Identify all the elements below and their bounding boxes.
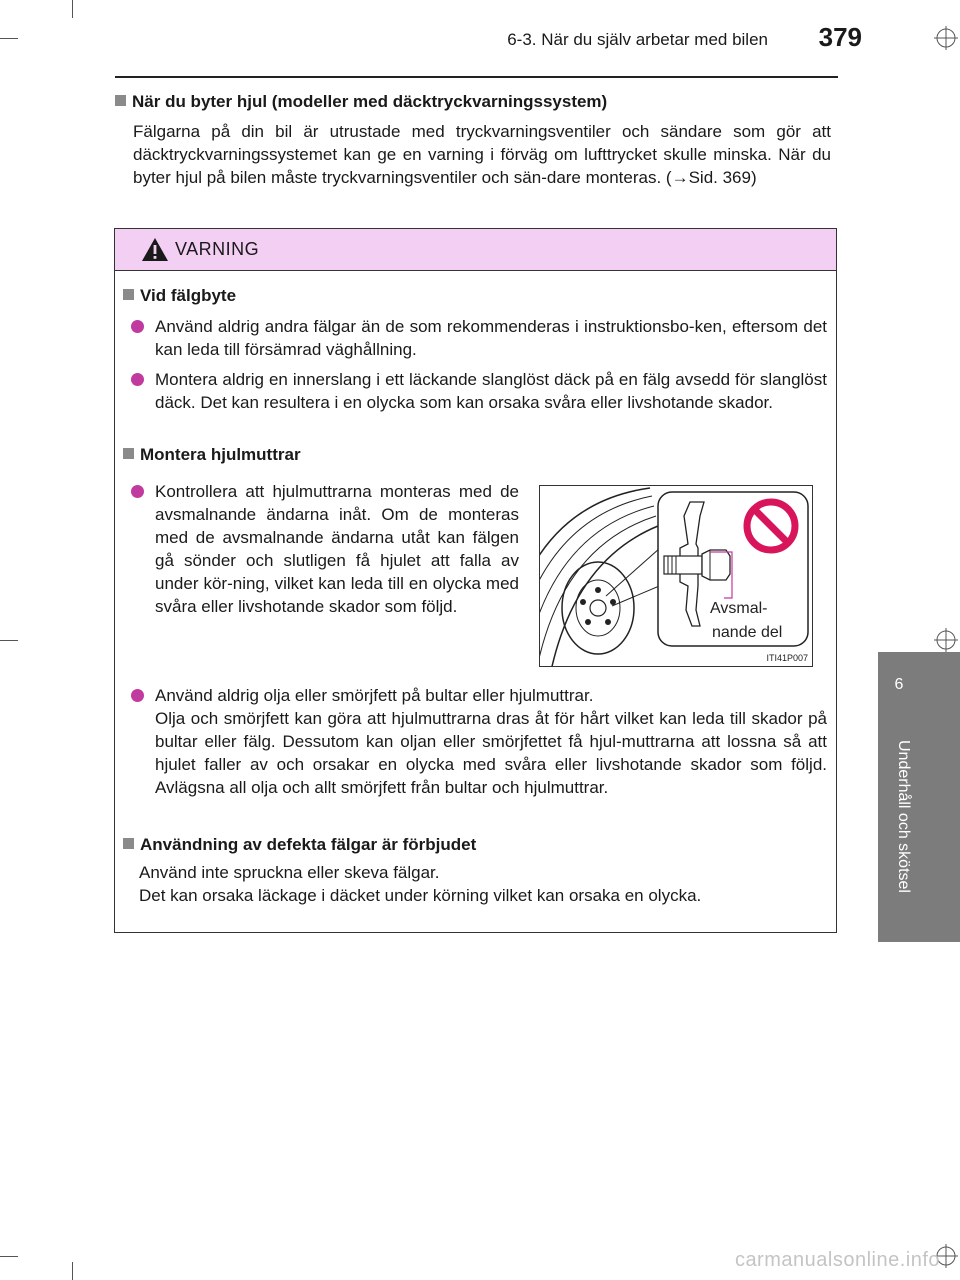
bullet-dot-icon: [131, 320, 144, 333]
crop-mark: [0, 38, 18, 39]
figure-label: nande del: [712, 624, 783, 641]
warning-triangle-icon: [141, 237, 169, 267]
intro-section: [115, 91, 831, 189]
registration-mark-icon: [934, 26, 958, 50]
square-bullet-icon: [123, 838, 134, 849]
bullet-item: [131, 684, 827, 799]
section-heading-text: Montera hjulmuttrar: [140, 445, 301, 464]
square-bullet-icon: [123, 289, 134, 300]
figure-code: ITI41P007: [766, 653, 808, 663]
bullet-item: [131, 368, 827, 414]
figure-label: Avsmal-: [710, 600, 768, 617]
square-bullet-icon: [115, 95, 126, 106]
section-heading: [123, 445, 301, 465]
intro-heading: [115, 91, 831, 113]
crop-mark: [0, 1256, 18, 1257]
warning-title: VARNING: [175, 239, 260, 259]
bullet-text: Använd aldrig andra fälgar än de som rekommenderas i instruktionsbo-ken, eftersom det kan leda till försämrad väghållning.: [155, 317, 827, 359]
bullet-text: Använd aldrig olja eller smörjfett på bultar eller hjulmuttrar. Olja och smörjfett kan göra att hjulmuttrarna dras åt för hårt vilket kan leda till skador på bultar eller fälg. Dessutom kan oljan eller smörjfettet få hjul-muttrarna att lossna så att hjulet faller av och orsakar en olycka med svåra eller livshotande skador som följd. Avlägsna all olja och allt smörjfett från bultar och hjulmuttrar.: [155, 686, 827, 797]
warning-box: [114, 228, 837, 933]
page-number: 379: [818, 22, 862, 52]
intro-heading-text: När du byter hjul (modeller med däcktryckvarningssystem): [132, 92, 608, 111]
bullet-item: [131, 315, 827, 361]
intro-paragraph: Fälgarna på din bil är utrustade med tryckvarningsventiler och sändare som gör att däcktryckvarningssystemet kan ge en varning i förväg om lufttrycket skulle minska. När du byter hjul på bilen måste tryckvarningsventiler och sän-dare monteras. (→Sid. 369): [133, 122, 831, 187]
crop-mark: [72, 0, 73, 18]
bullet-text: Montera aldrig en innerslang i ett läckande slanglöst däck på en fälg avsedd för slanglöst däck. Det kan resultera i en olycka som kan orsaka svåra eller livshotande skador.: [155, 370, 827, 412]
bullet-dot-icon: [131, 485, 144, 498]
warning-header: [115, 229, 836, 271]
bullet-dot-icon: [131, 689, 144, 702]
section-heading: [123, 286, 236, 306]
bullet-item: [131, 480, 519, 618]
crop-mark: [0, 640, 18, 641]
section-title: 6-3. När du själv arbetar med bilen: [507, 30, 768, 49]
bullet-dot-icon: [131, 373, 144, 386]
wheel-nut-figure: [539, 485, 813, 667]
square-bullet-icon: [123, 448, 134, 459]
watermark: carmanualsonline.info: [734, 1249, 940, 1271]
page-header: [470, 22, 870, 62]
chapter-tab: [878, 652, 960, 942]
bullet-text: Kontrollera att hjulmuttrarna monteras med de avsmalnande ändarna inåt. Om de monteras med de avsmalnande ändarna utåt kan fälgen gå sönder och slutligen få hjulet att falla av under kör-ning, vilket kan leda till en olycka med svåra eller livshotande skador som följd.: [155, 482, 519, 616]
chapter-title: Underhåll och skötsel: [895, 740, 912, 893]
section-heading-text: Vid fälgbyte: [140, 286, 237, 305]
registration-mark-icon: [934, 628, 958, 652]
header-rule: [115, 76, 838, 78]
section-heading-text: Användning av defekta fälgar är förbjudet: [140, 835, 477, 854]
chapter-number: 6: [894, 676, 904, 693]
section-text: Använd inte spruckna eller skeva fälgar. Det kan orsaka läckage i däcket under körning vilket kan orsaka en olycka.: [139, 863, 702, 905]
section-heading: [123, 835, 476, 855]
crop-mark: [72, 1262, 73, 1280]
